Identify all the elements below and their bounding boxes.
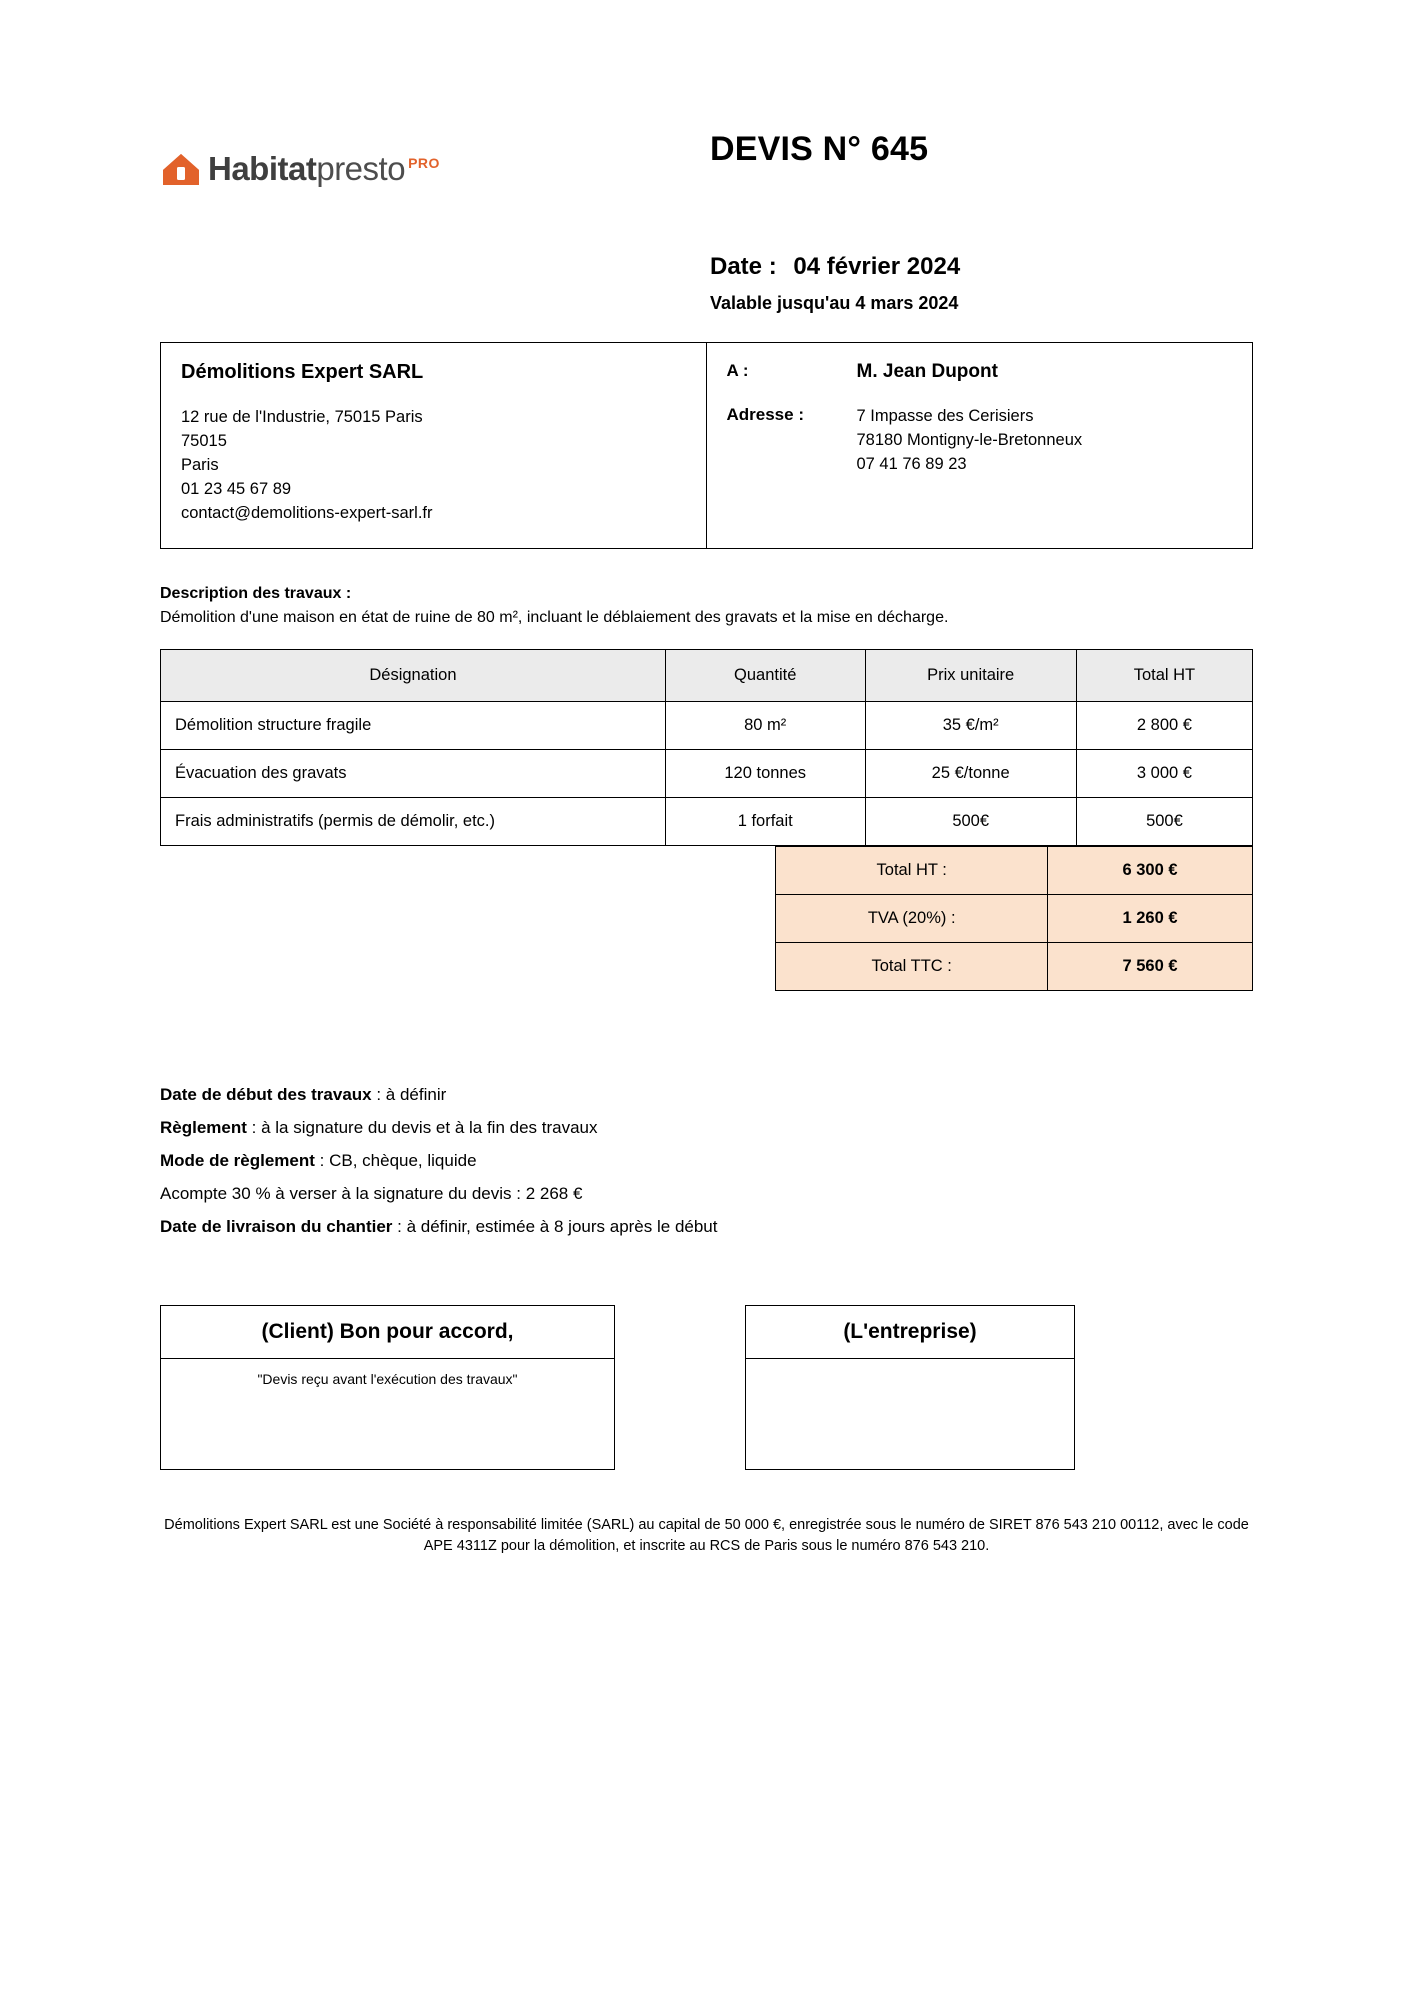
row-total-ht: 500€	[1076, 797, 1252, 845]
client-address-row	[727, 405, 1233, 477]
row-quantite: 1 forfait	[665, 797, 865, 845]
issuer-phone: 01 23 45 67 89	[181, 479, 292, 498]
terms-start-date-value: : à définir	[371, 1084, 447, 1104]
terms-method-label: Mode de règlement	[160, 1150, 315, 1170]
total-ht-value: 6 300 €	[1048, 846, 1253, 894]
issuer-city: Paris	[181, 455, 219, 474]
issuer-company: Démolitions Expert SARL	[181, 361, 424, 383]
terms-start-date	[160, 1086, 1253, 1103]
works-description	[160, 585, 1253, 627]
company-signature-box[interactable]	[745, 1305, 1075, 1470]
table-row	[161, 797, 1253, 845]
legal-footer: Démolitions Expert SARL est une Société à responsabilité limitée (SARL) au capital de 50 000 €, enregistrée sous le numéro de SIRET 876 543 210 00112, avec le code APE 4311Z pour la démolition, et inscrite au RCS de Paris sous le numéro 876 543 210.	[164, 1516, 1249, 1555]
parties-box	[160, 342, 1253, 549]
tva-label: TVA (20%) :	[776, 894, 1048, 942]
document-date-label: Date :	[710, 253, 777, 280]
terms-delivery-value: : à définir, estimée à 8 jours après le début	[392, 1216, 718, 1236]
issuer-address-line1: 12 rue de l'Industrie, 75015 Paris	[181, 408, 423, 426]
logo-pro-badge: PRO	[408, 155, 440, 171]
client-address-value	[857, 405, 1083, 477]
terms-deposit: Acompte 30 % à verser à la signature du devis : 2 268 €	[160, 1183, 583, 1203]
works-description-text: Démolition d'une maison en état de ruine de 80 m², incluant le déblaiement des gravats et la mise en décharge.	[160, 608, 949, 626]
issuer-postal-code: 75015	[181, 431, 227, 450]
items-table-header-designation: Désignation	[161, 649, 666, 701]
tva-value: 1 260 €	[1048, 894, 1253, 942]
terms-delivery-label: Date de livraison du chantier	[160, 1216, 393, 1236]
items-table-header-prix-unitaire: Prix unitaire	[865, 649, 1076, 701]
table-row	[161, 749, 1253, 797]
items-table-header-row	[161, 649, 1253, 701]
row-designation: Évacuation des gravats	[161, 749, 666, 797]
logo-wordmark-light: presto	[316, 150, 406, 187]
terms-section	[160, 1086, 1253, 1235]
total-ttc-label: Total TTC :	[776, 942, 1048, 990]
client-address-line2: 78180 Montigny-le-Bretonneux	[856, 430, 1083, 449]
row-designation: Frais administratifs (permis de démolir, etc.)	[161, 797, 666, 845]
issuer-email: contact@demolitions-expert-sarl.fr	[181, 503, 433, 522]
total-ttc-value: 7 560 €	[1048, 942, 1253, 990]
client-name-value: M. Jean Dupont	[856, 361, 998, 382]
client-signature-box[interactable]	[160, 1305, 615, 1470]
client-phone: 07 41 76 89 23	[856, 454, 967, 473]
terms-method-value: : CB, chèque, liquide	[314, 1150, 477, 1170]
document-date	[710, 253, 1253, 281]
client-address-label: Adresse :	[726, 405, 804, 424]
issuer-block	[161, 343, 707, 548]
items-table-header-quantite: Quantité	[665, 649, 865, 701]
logo-wordmark-bold: Habitat	[208, 150, 317, 187]
terms-delivery	[160, 1218, 1253, 1235]
row-prix-unitaire: 500€	[865, 797, 1076, 845]
items-table-wrapper	[160, 649, 1253, 991]
terms-start-date-label: Date de début des travaux	[160, 1084, 372, 1104]
document-date-value: 04 février 2024	[793, 253, 961, 280]
page-title: DEVIS N° 645	[710, 130, 929, 168]
row-total-ht: 3 000 €	[1076, 749, 1252, 797]
works-description-label: Description des travaux :	[160, 584, 352, 602]
row-quantite: 120 tonnes	[665, 749, 865, 797]
row-prix-unitaire: 25 €/tonne	[865, 749, 1076, 797]
items-table-header-total-ht: Total HT	[1076, 649, 1252, 701]
row-designation: Démolition structure fragile	[161, 701, 666, 749]
company-signature-title: (L'entreprise)	[746, 1306, 1074, 1359]
table-row	[161, 701, 1253, 749]
signature-section	[160, 1305, 1253, 1470]
company-signature-area[interactable]	[746, 1359, 1074, 1469]
terms-method	[160, 1152, 1253, 1169]
house-icon	[160, 148, 202, 190]
client-name-row	[727, 361, 1233, 383]
terms-payment-value: : à la signature du devis et à la fin des travaux	[246, 1117, 598, 1137]
client-address-line1: 7 Impasse des Cerisiers	[856, 407, 1034, 425]
totals-row-ht	[776, 846, 1253, 894]
habitatpresto-logo	[160, 148, 680, 190]
terms-payment-label: Règlement	[160, 1117, 247, 1137]
client-name-label: A :	[726, 361, 749, 380]
title-block	[680, 130, 1253, 314]
terms-payment	[160, 1119, 1253, 1136]
totals-table	[775, 846, 1253, 991]
client-signature-title: (Client) Bon pour accord,	[161, 1306, 614, 1359]
client-signature-note: "Devis reçu avant l'exécution des travaux"	[257, 1370, 518, 1387]
client-block	[707, 343, 1253, 548]
logo-wordmark	[208, 150, 440, 188]
totals-row-ttc	[776, 942, 1253, 990]
row-total-ht: 2 800 €	[1076, 701, 1252, 749]
row-prix-unitaire: 35 €/m²	[865, 701, 1076, 749]
totals-row-tva	[776, 894, 1253, 942]
items-table	[160, 649, 1253, 846]
document-header	[0, 0, 1413, 314]
total-ht-label: Total HT :	[776, 846, 1048, 894]
row-quantite: 80 m²	[665, 701, 865, 749]
document-validity: Valable jusqu'au 4 mars 2024	[710, 293, 959, 313]
